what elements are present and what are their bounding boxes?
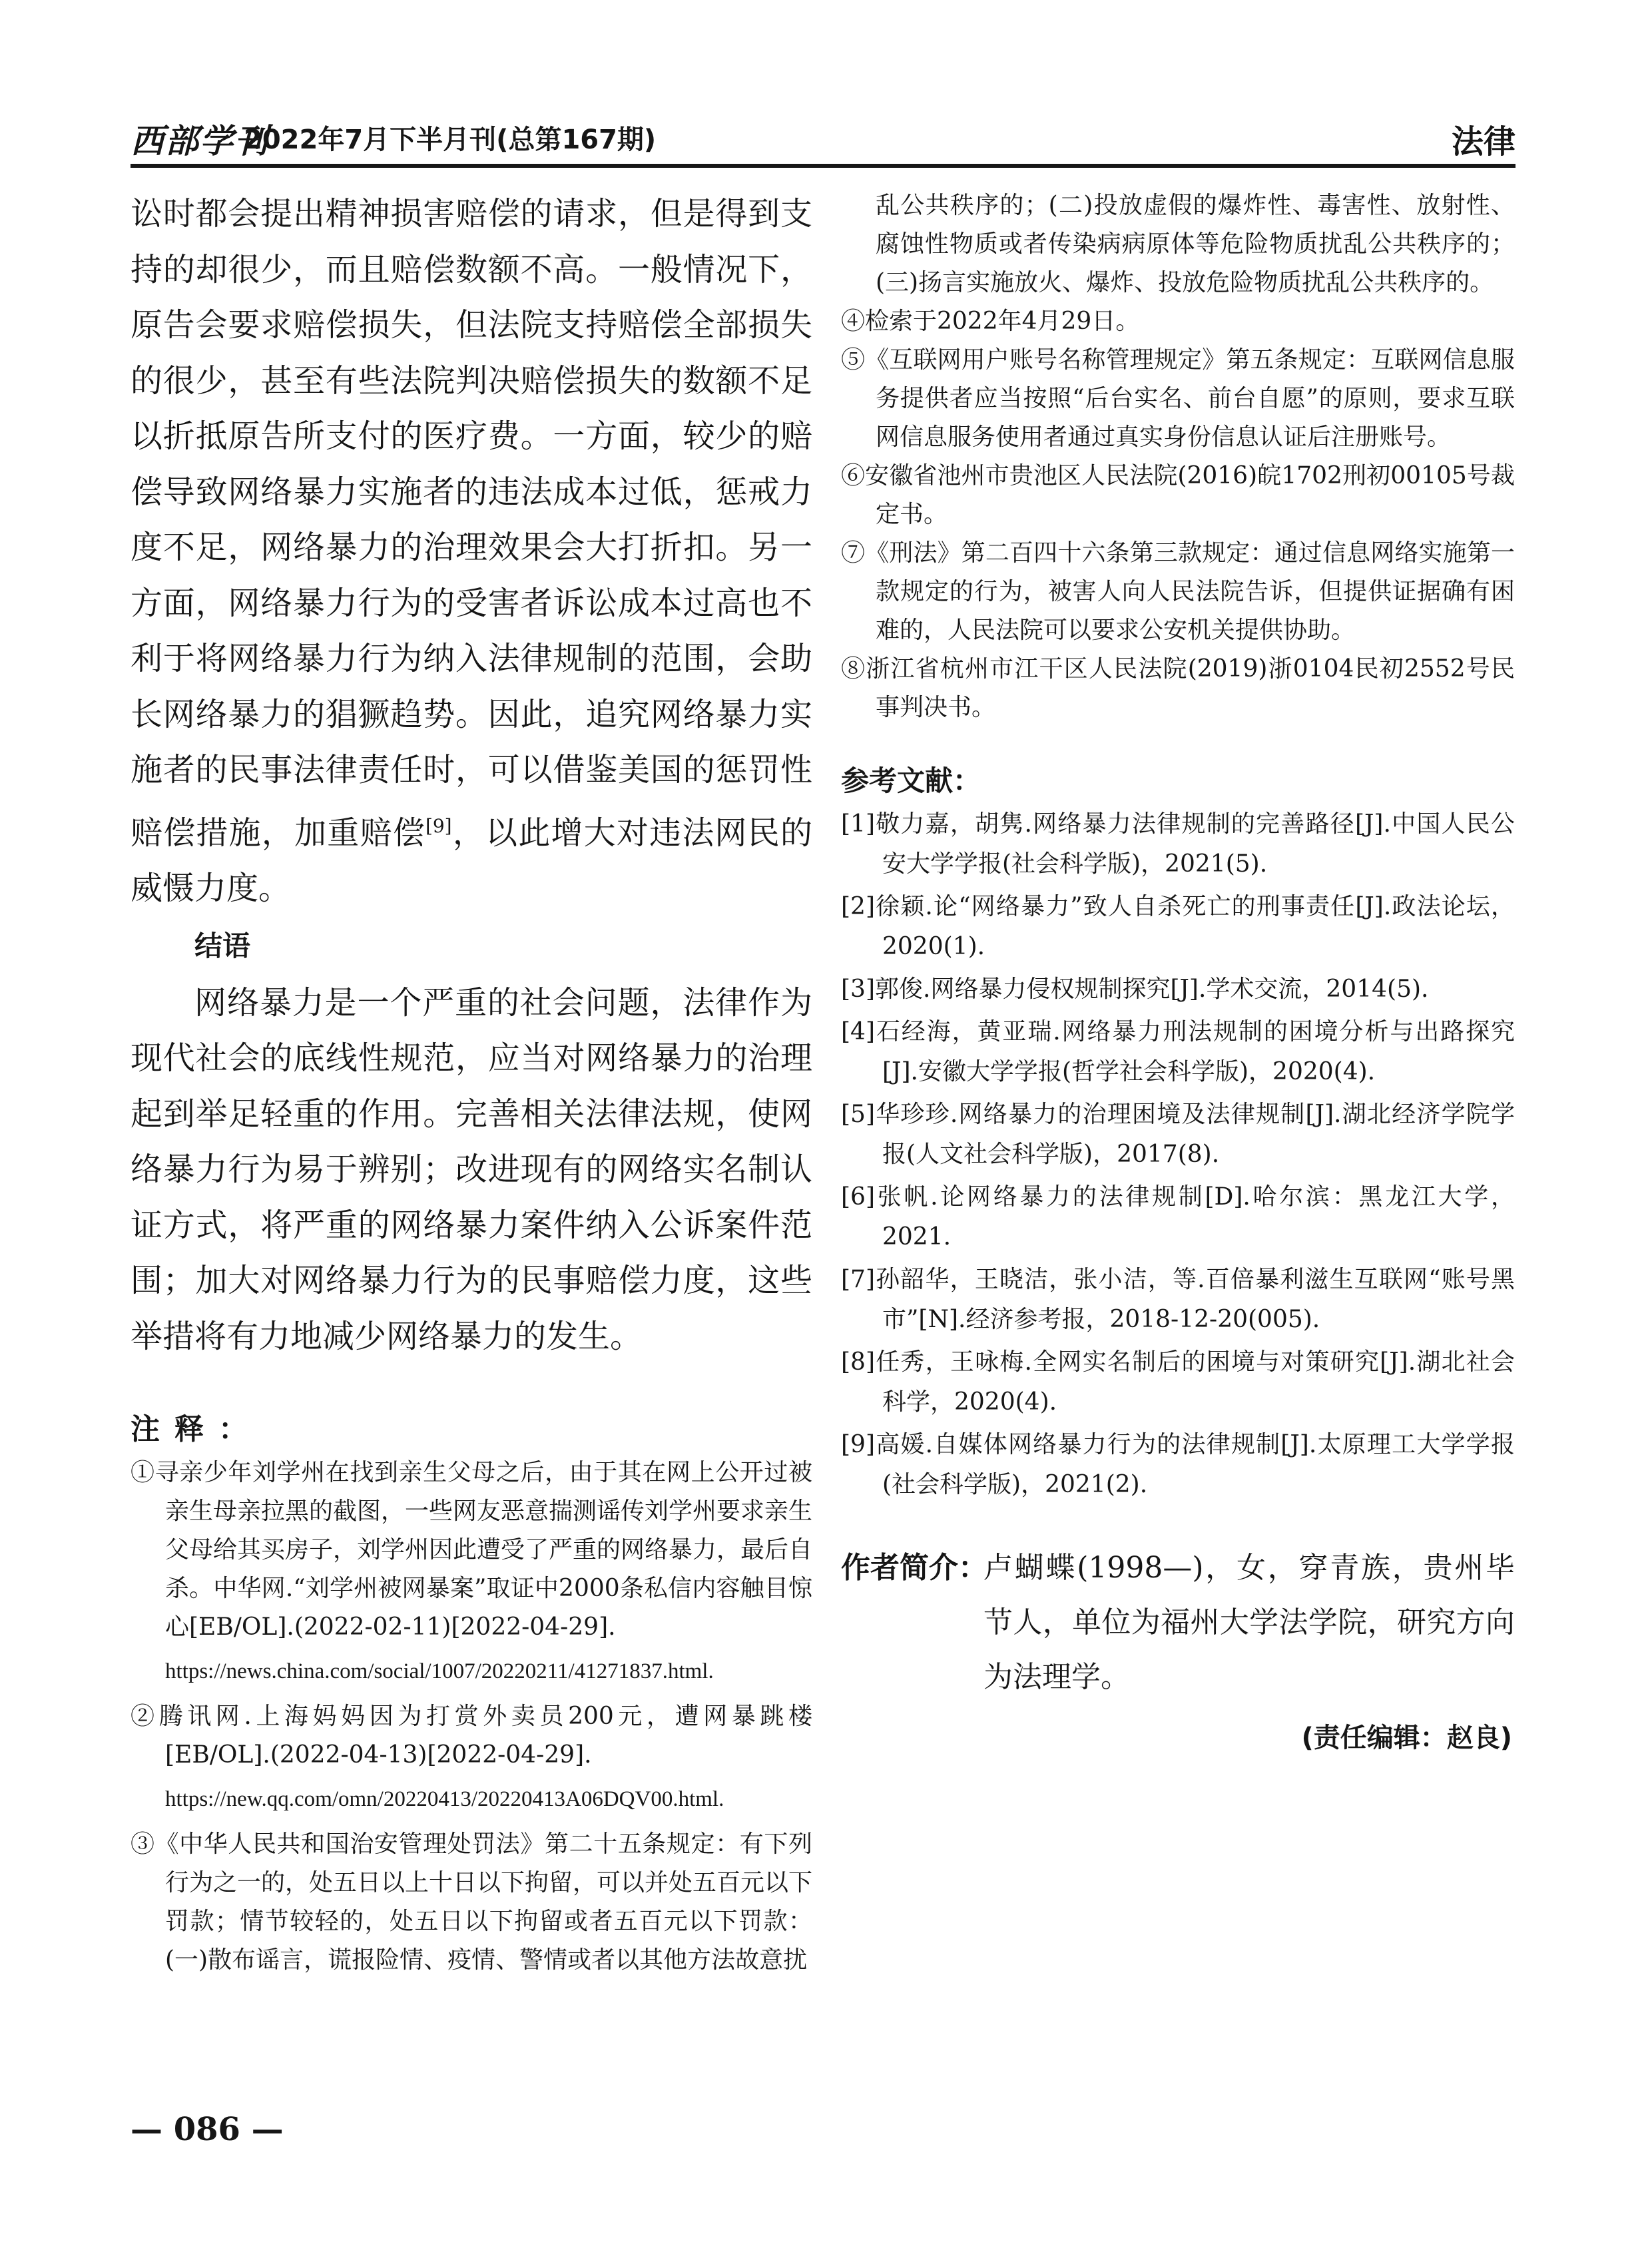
conclusion-paragraph: 网络暴力是一个严重的社会问题，法律作为现代社会的底线性规范，应当对网络暴力的治理起到举足轻重的作用。完善相关法律法规，使网络暴力行为易于辨别；改进现有的网络实名制认证方式，将严重的网络暴力案件纳入公诉案件范围；加大对网络暴力行为的民事赔偿力度，这些举措将有力地减少网络暴力的发生。 [131,983,812,1355]
reference-7: [7]孙韶华，王晓洁，张小洁，等.百倍暴利滋生互联网“账号黑市”[N].经济参考报，2018-12-20(005). [841,1266,1515,1333]
note-5: ⑤《互联网用户账号名称管理规定》第五条规定：互联网信息服务提供者应当按照“后台实名、前台自愿”的原则，要求互联网信息服务使用者通过真实身份信息认证后注册账号。 [841,346,1515,451]
note-1-url: https://news.china.com/social/1007/20220211/41271837.html. [165,1659,714,1683]
references-title: 参考文献： [841,764,981,797]
note-1: ①寻亲少年刘学州在找到亲生父母之后，由于其在网上公开过被亲生母亲拉黑的截图，一些网友恶意揣测谣传刘学州要求亲生父母给其买房子，刘学州因此遭受了严重的网络暴力，最后自杀。中华网.“刘学州被网暴案”取证中2000条私信内容触目惊心[EB/OL].(2022-02-11)[2022-04-29]. [131,1459,813,1641]
note-3-continuation: 乱公共秩序的；(二)投放虚假的爆炸性、毒害性、放射性、腐蚀性物质或者传染病病原体等危险物质扰乱公共秩序的；(三)扬言实施放火、爆炸、投放危险物质扰乱公共秩序的。 [876,192,1515,296]
reference-4: [4]石经海，黄亚瑞.网络暴力刑法规制的困境分析与出路探究[J].安徽大学学报(哲学社会科学版)，2020(4). [841,1018,1515,1085]
issue-info: 2022年7月下半月刊(总第167期) [244,125,657,155]
note-3: ③《中华人民共和国治安管理处罚法》第二十五条规定：有下列行为之一的，处五日以上十日以下拘留，可以并处五百元以下罚款；情节较轻的，处五日以下拘留或者五百元以下罚款：(一)散布谣言，谎报险情、疫情、警情或者以其他方法故意扰 [131,1830,813,1974]
page-number: — 086 — [131,2111,284,2148]
notes-title: 注释： [131,1412,262,1446]
journal-logo: 西部学刊 [131,121,269,160]
note-6: ⑥安徽省池州市贵池区人民法院(2016)皖1702刑初00105号裁定书。 [841,462,1515,528]
reference-2: [2]徐颖.论“网络暴力”致人自杀死亡的刑事责任[J].政法论坛，2020(1). [841,893,1515,960]
left-column [131,186,812,1980]
reference-3: [3]郭俊.网络暴力侵权规制探究[J].学术交流，2014(5). [841,976,1429,1003]
reference-6: [6]张帆.论网络暴力的法律规制[D].哈尔滨：黑龙江大学，2021. [841,1183,1515,1251]
note-7: ⑦《刑法》第二百四十六条第三款规定：通过信息网络实施第一款规定的行为，被害人向人民法院告诉，但提供证据确有困难的，人民法院可以要求公安机关提供协助。 [841,539,1515,644]
reference-5: [5]华珍珍.网络暴力的治理困境及法律规制[J].湖北经济学院学报(人文社会科学版)，2017(8). [841,1101,1515,1168]
note-2-url: https://new.qq.com/omn/20220413/20220413A06DQV00.html. [165,1787,724,1811]
reference-9: [9]高媛.自媒体网络暴力行为的法律规制[J].太原理工大学学报(社会科学版)，2021(2). [841,1431,1515,1498]
conclusion-heading: 结语 [194,929,251,962]
author-label: 作者简介： [841,1551,987,1585]
reference-1: [1]敬力嘉，胡隽.网络暴力法律规制的完善路径[J].中国人民公安大学学报(社会科学版)，2021(5). [841,810,1515,878]
note-4: ④检索于2022年4月29日。 [841,308,1140,335]
body-paragraph-continuation [131,186,812,917]
note-8: ⑧浙江省杭州市江干区人民法院(2019)浙0104民初2552号民事判决书。 [841,655,1515,721]
note-2: ②腾讯网.上海妈妈因为打赏外卖员200元，遭网暴跳楼[EB/OL].(2022-04-13)[2022-04-29]. [131,1703,812,1769]
continuation-end: ，以此增大对违法网民的威慑力度。 [131,814,812,907]
reference-8: [8]任秀，王咏梅.全网实名制后的困境与对策研究[J].湖北社会科学，2020(4). [841,1348,1515,1416]
author-text: 卢蝴蝶(1998—)，女，穿青族，贵州毕节人，单位为福州大学法学院，研究方向为法理学。 [983,1551,1515,1694]
right-column [841,186,1515,1755]
continuation-text: 讼时都会提出精神损害赔偿的请求，但是得到支持的却很少，而且赔偿数额不高。一般情况下，原告会要求赔偿损失，但法院支持赔偿全部损失的很少，甚至有些法院判决赔偿损失的数额不足以折抵原告所支付的医疗费。一方面，较少的赔偿导致网络暴力实施者的违法成本过低，惩戒力度不足，网络暴力的治理效果会大打折扣。另一方面，网络暴力行为的受害者诉讼成本过高也不利于将网络暴力行为纳入法律规制的范围，会助长网络暴力的猖獗趋势。因此，追究网络暴力实施者的民事法律责任时，可以借鉴美国的惩罚性赔偿措施，加重赔偿 [131,195,812,852]
header-rule [131,164,1515,168]
author-bio [841,1541,1515,1705]
section-label: 法律 [1451,123,1515,160]
page-header [131,111,1515,164]
citation-ref-9: [9] [425,814,452,837]
responsible-editor: (责任编辑：赵良) [1301,1723,1512,1753]
